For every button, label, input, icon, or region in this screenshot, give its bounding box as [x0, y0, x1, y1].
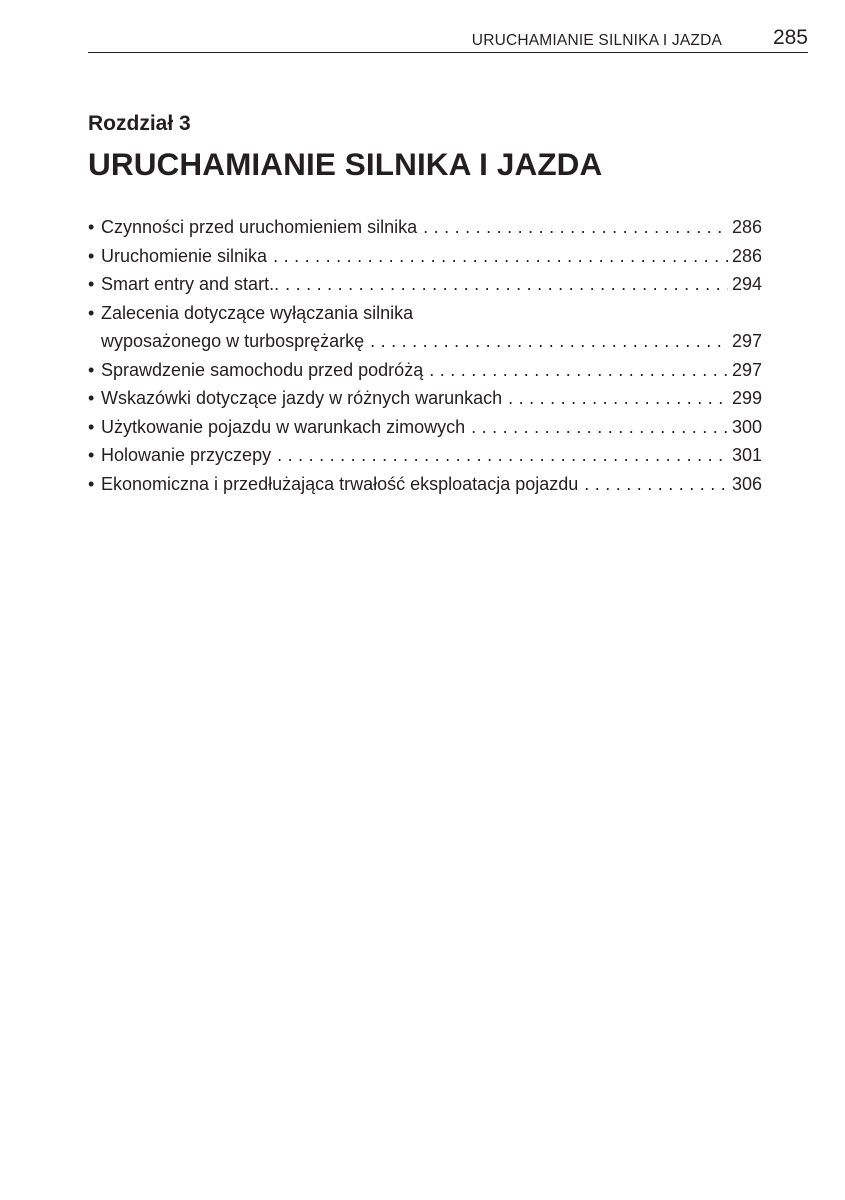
dot-leader: [267, 242, 728, 271]
toc-item-label: Wskazówki dotyczące jazdy w różnych warunkach: [101, 388, 503, 408]
toc-item-label: Użytkowanie pojazdu w warunkach zimowych: [101, 416, 466, 437]
toc-item-page: 297: [731, 331, 762, 351]
toc-item-page: 297: [731, 359, 762, 380]
toc-item-label: Smart entry and start..: [101, 274, 280, 294]
bullet: •: [88, 388, 95, 408]
toc-item: [88, 356, 762, 385]
toc-item-page: 294: [731, 274, 762, 294]
toc-item-page: 300: [731, 416, 762, 437]
toc-item-page: 286: [731, 245, 762, 266]
toc-item-label: Sprawdzenie samochodu przed podróżą: [101, 359, 424, 380]
toc-item: [88, 213, 762, 242]
bullet: •: [88, 245, 95, 266]
dot-leader: [502, 384, 728, 413]
dot-leader: [578, 470, 728, 499]
toc-item: [88, 242, 762, 271]
running-title: URUCHAMIANIE SILNIKA I JAZDA: [471, 32, 722, 49]
dot-leader: [364, 327, 728, 356]
chapter-title: URUCHAMIANIE SILNIKA I JAZDA: [88, 146, 603, 182]
toc-item-label: Ekonomiczna i przedłużająca trwałość eksploatacja pojazdu: [101, 473, 579, 494]
toc-item-page: 301: [731, 445, 762, 465]
toc-item: [88, 299, 762, 356]
toc-item: [88, 413, 762, 442]
bullet: •: [88, 445, 95, 465]
bullet: •: [88, 274, 95, 294]
toc-item-label: Czynności przed uruchomieniem silnika: [101, 217, 418, 237]
bullet: •: [88, 217, 95, 237]
running-header: [88, 26, 808, 53]
dot-leader: [279, 270, 728, 299]
bullet: •: [88, 302, 95, 323]
bullet: •: [88, 473, 95, 494]
chapter-label: Rozdział 3: [88, 112, 191, 135]
toc-item-page: 299: [731, 388, 762, 408]
toc-item-label: Holowanie przyczepy: [101, 445, 272, 465]
dot-leader: [271, 441, 728, 470]
toc-item: [88, 270, 762, 299]
dot-leader: [423, 356, 728, 385]
toc-item-page: 286: [731, 217, 762, 237]
toc-item: [88, 384, 762, 413]
page-number: 285: [772, 26, 808, 49]
bullet: •: [88, 416, 95, 437]
toc-item-page: 306: [731, 473, 762, 494]
toc-item: [88, 470, 762, 499]
toc-item-label: Uruchomienie silnika: [101, 245, 268, 266]
dot-leader: [465, 413, 728, 442]
toc-item: [88, 441, 762, 470]
table-of-contents: [88, 213, 762, 498]
bullet: •: [88, 359, 95, 380]
toc-item-label-line1: Zalecenia dotyczące wyłączania silnika: [101, 302, 414, 323]
dot-leader: [417, 213, 728, 242]
toc-item-label: wyposażonego w turbosprężarkę: [101, 331, 365, 351]
